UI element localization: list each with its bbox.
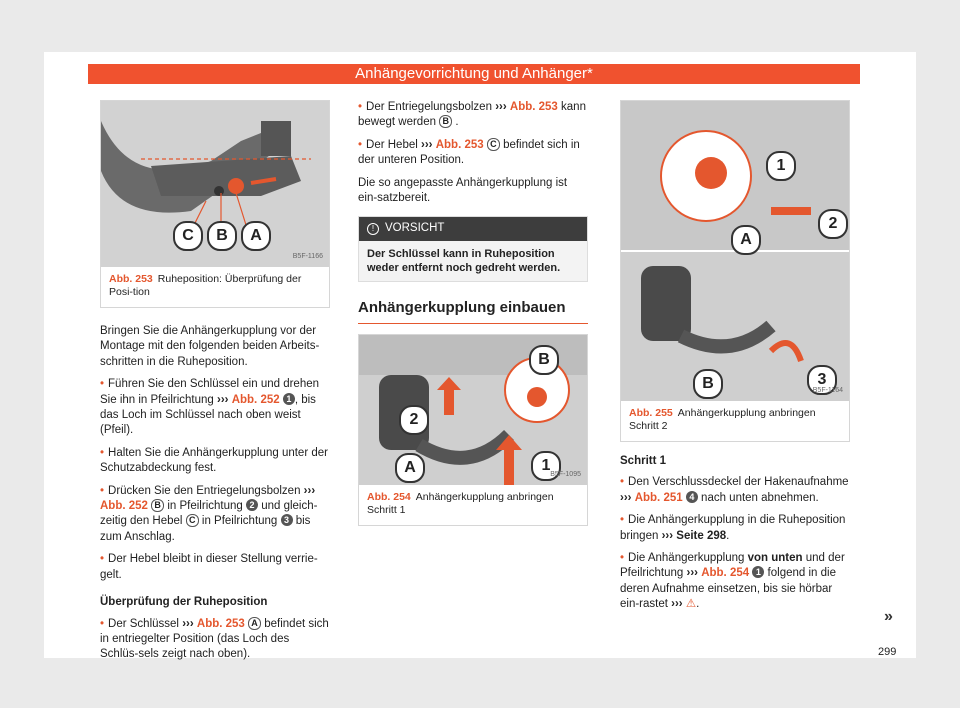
text: in Pfeilrichtung (167, 500, 243, 513)
text: und der Pfeilrichtung (620, 552, 845, 580)
figure-254 (358, 334, 588, 526)
label-a: A (395, 453, 425, 483)
label-a: A (241, 221, 271, 251)
chapter-header: Anhängevorrichtung und Anhänger* (88, 64, 860, 84)
text: Der Schlüssel (108, 617, 179, 630)
figure-link[interactable]: Abb. 251 (634, 491, 683, 504)
list-item: • Führen Sie den Schlüssel ein und drehen Sie ihn in Pfeilrichtung ››› Abb. 252 1 , bis das Loch im Schlüssel nach oben weist (Pfeil). (100, 378, 320, 437)
label-1: 1 (531, 451, 561, 481)
ref-arrow: ››› (217, 393, 229, 406)
list-item: • Drücken Sie den Entriegelungsbolzen ››› Abb. 252 B in Pfeilrichtung 2 und gleich-zeitig den Hebel C in Pfeilrichtung 3 bis zum Anschlag. (100, 484, 318, 543)
ref-arrow: ››› (686, 567, 698, 580)
figure-253-caption (101, 267, 329, 307)
text: . (726, 529, 730, 542)
ref-arrow: ››› (671, 598, 683, 611)
ref-arrow: ››› (421, 138, 433, 151)
figure-254-image (359, 335, 587, 485)
column-2 (358, 100, 588, 526)
figure-label: Abb. 254 (367, 491, 411, 504)
figure-link[interactable]: Abb. 253 (435, 138, 484, 151)
list-item: • Die Anhängerkupplung in die Ruheposition bringen ››› Seite 298. (620, 514, 846, 542)
text: . (696, 598, 700, 611)
list-item: • Den Verschlussdeckel der Hakenaufnahme ››› Abb. 251 4 nach unten abnehmen. (620, 476, 849, 504)
list-item: • Der Hebel ››› Abb. 253 C befindet sich in der unteren Position. (358, 138, 580, 167)
text: kann bewegt werden (358, 101, 586, 129)
figure-link[interactable]: Abb. 253 (509, 101, 558, 113)
label-3: 3 (807, 365, 837, 395)
number-badge: 2 (246, 499, 258, 511)
caption-text: Anhängerkupplung anbringen Schritt 2 (629, 407, 816, 432)
caption-text: Ruheposition: Überprüfung der Posi-tion (109, 273, 302, 298)
ref-arrow: ››› (495, 101, 507, 113)
text: . (455, 116, 459, 129)
text: Der Hebel bleibt in dieser Stellung verrie-gelt. (100, 553, 318, 581)
ref-arrow: ››› (303, 484, 316, 497)
text: in Pfeilrichtung (201, 515, 278, 528)
text: nach unten abnehmen. (701, 491, 819, 504)
label-b: B (207, 221, 237, 251)
figure-code: B5F-1095 (550, 470, 581, 478)
caution-text: Der Schlüssel kann in Ruheposition weder entfernt noch gedreht werden. (359, 241, 587, 281)
text: Die Anhängerkupplung in die Ruheposition bringen (620, 514, 846, 542)
text: befindet sich in der unteren Position. (358, 138, 580, 167)
text: , bis das Loch im Schlüssel nach oben weist (Pfeil). (100, 393, 316, 437)
ref-arrow: ››› (182, 617, 194, 630)
column-1 (100, 100, 330, 670)
figure-255-caption (621, 401, 849, 441)
caption-text: Anhängerkupplung anbringen Schritt 1 (367, 491, 554, 517)
text: Halten Sie die Anhängerkupplung unter der Schutzabdeckung fest. (100, 446, 328, 475)
label-2: 2 (818, 209, 848, 239)
figure-link[interactable]: Abb. 252 (100, 500, 148, 513)
section-title: Anhängerkupplung einbauen (358, 300, 588, 324)
label-a: A (731, 225, 761, 255)
info-icon: ! (367, 223, 379, 235)
figure-code: B5F-1166 (292, 252, 323, 260)
figure-253 (100, 100, 330, 308)
label-b: B (693, 369, 723, 399)
intro-paragraph: Bringen Sie die Anhängerkupplung vor der Montage mit den folgenden beiden Arbeits-schritten in die Ruheposition. (100, 325, 320, 368)
list-item: • Der Schlüssel ››› Abb. 253 A befindet sich in entriegelter Position (das Loch des Schlüs-sels zeigt nach oben). (100, 617, 329, 661)
continue-icon: » (884, 608, 893, 625)
figure-link[interactable]: Abb. 254 (701, 567, 750, 580)
list-item: • Halten Sie die Anhängerkupplung unter der Schutzabdeckung fest. (100, 446, 328, 475)
page-link[interactable]: Seite 298 (676, 529, 727, 542)
figure-link[interactable]: Abb. 253 (196, 617, 245, 630)
text: und gleich-zeitig den Hebel (100, 500, 318, 528)
number-badge: 1 (752, 566, 764, 578)
page-number: 299 (878, 646, 897, 658)
text: bis zum Anschlag. (100, 515, 311, 543)
number-badge: 4 (686, 491, 698, 503)
figure-254-caption (359, 485, 587, 525)
ref-arrow: ››› (661, 529, 674, 542)
text: Der Hebel (366, 138, 418, 151)
list-item: • Der Entriegelungsbolzen ››› Abb. 253 kann bewegt werden B . (358, 101, 586, 129)
letter-badge: C (487, 138, 500, 151)
figure-label: Abb. 253 (109, 273, 153, 285)
list-item: • Die Anhängerkupplung von unten und der Pfeilrichtung ››› Abb. 254 1 folgend in die deren Aufnahme einsetzen, bis sie hörbar ein-rastet ››› ⚠. (620, 552, 845, 611)
figure-label: Abb. 255 (629, 407, 673, 419)
letter-badge: B (439, 115, 452, 128)
text: Führen Sie den Schlüssel ein und drehen Sie ihn in Pfeilrichtung (100, 378, 320, 406)
column-3 (620, 100, 850, 620)
text: befindet sich in entriegelter Position (das Loch des Schlüs-sels zeigt nach oben). (100, 617, 329, 661)
figure-255 (620, 100, 850, 442)
caution-box (358, 216, 588, 281)
caution-header (359, 217, 587, 240)
caution-title: VORSICHT (385, 222, 445, 235)
text: Drücken Sie den Entriegelungsbolzen (108, 484, 301, 497)
emphasis: von unten (747, 552, 803, 565)
label-c: C (173, 221, 203, 251)
warning-icon[interactable]: ⚠ (685, 598, 697, 611)
text: folgend in die deren Aufnahme einsetzen, bis sie hörbar ein-rastet (620, 567, 836, 611)
letter-badge: A (248, 617, 261, 630)
figure-253-image (101, 101, 329, 267)
label-b: B (529, 345, 559, 375)
number-badge: 1 (283, 393, 295, 405)
figure-link[interactable]: Abb. 252 (231, 393, 280, 406)
list-item: • Der Hebel bleibt in dieser Stellung verrie-gelt. (100, 553, 318, 581)
figure-255-image (621, 101, 849, 401)
ref-arrow: ››› (620, 491, 632, 504)
figure-code: B5F-1164 (812, 386, 843, 394)
text: Die Anhängerkupplung (628, 552, 745, 565)
paragraph: Die so angepasste Anhängerkupplung ist ein-satzbereit. (358, 176, 568, 205)
label-1: 1 (766, 151, 796, 181)
number-badge: 3 (281, 514, 293, 526)
letter-badge: C (186, 514, 199, 527)
letter-badge: B (151, 499, 164, 512)
section-heading: Schritt 1 (620, 455, 667, 467)
label-2: 2 (399, 405, 429, 435)
text: Den Verschlussdeckel der Hakenaufnahme (628, 476, 849, 489)
text: Der Entriegelungsbolzen (366, 101, 492, 113)
section-heading: Überprüfung der Ruheposition (100, 596, 268, 609)
